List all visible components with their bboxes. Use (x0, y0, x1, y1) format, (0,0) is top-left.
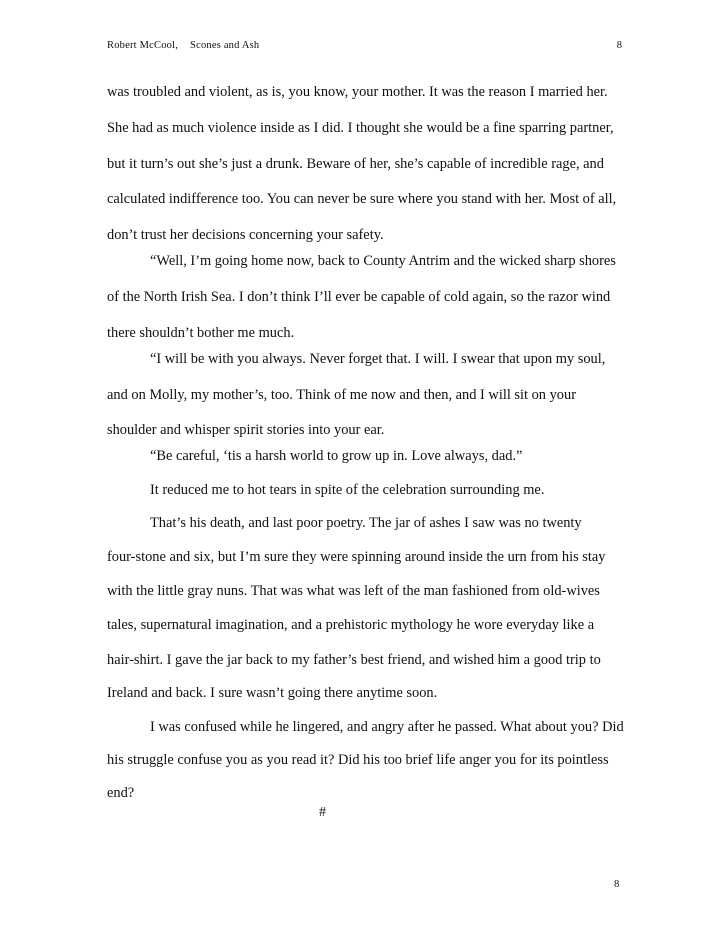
text-line: tales, supernatural imagination, and a prehistoric mythology he wore everyday like a (107, 617, 595, 633)
section-break-marker: # (319, 805, 326, 820)
footer-page-number: 8 (614, 879, 620, 890)
text-line: Ireland and back. I sure wasn’t going there anytime soon. (107, 685, 438, 701)
paragraph-start-line: “Be careful, ‘tis a harsh world to grow up in. Love always, dad.” (150, 448, 523, 464)
paragraph-start-line: That’s his death, and last poor poetry. The jar of ashes I saw was no twenty (150, 515, 582, 531)
text-line: was troubled and violent, as is, you know, your mother. It was the reason I married her. (107, 84, 608, 100)
text-line: She had as much violence inside as I did. I thought she would be a fine sparring partner, (107, 120, 614, 136)
text-line: end? (107, 785, 135, 801)
text-line: calculated indifference too. You can never be sure where you stand with her. Most of all, (107, 191, 617, 207)
header-author-title (107, 40, 259, 51)
text-line: his struggle confuse you as you read it? Did his too brief life anger you for its pointless (107, 752, 609, 768)
text-line: shoulder and whisper spirit stories into your ear. (107, 422, 385, 438)
header-author: Robert McCool, (107, 40, 179, 51)
text-line: four-stone and six, but I’m sure they were spinning around inside the urn from his stay (107, 549, 606, 565)
paragraph-start-line: It reduced me to hot tears in spite of the celebration surrounding me. (150, 482, 545, 498)
header-title: Scones and Ash (190, 40, 260, 51)
text-line: and on Molly, my mother’s, too. Think of me now and then, and I will sit on your (107, 387, 576, 403)
paragraph-start-line: “I will be with you always. Never forget that. I will. I swear that upon my soul, (150, 351, 606, 367)
paragraph-start-line: “Well, I’m going home now, back to County Antrim and the wicked sharp shores (150, 253, 616, 269)
text-line: hair-shirt. I gave the jar back to my father’s best friend, and wished him a good trip to (107, 652, 601, 668)
running-header (107, 40, 622, 56)
paragraph-start-line: I was confused while he lingered, and angry after he passed. What about you? Did (150, 719, 624, 735)
header-page-number: 8 (616, 40, 622, 51)
text-line: of the North Irish Sea. I don’t think I’ll ever be capable of cold again, so the razor wind (107, 289, 611, 305)
text-line: with the little gray nuns. That was what was left of the man fashioned from old-wives (107, 583, 600, 599)
text-line: but it turn’s out she’s just a drunk. Beware of her, she’s capable of incredible rage, and (107, 156, 604, 172)
text-line: there shouldn’t bother me much. (107, 325, 295, 341)
text-line: don’t trust her decisions concerning your safety. (107, 227, 384, 243)
